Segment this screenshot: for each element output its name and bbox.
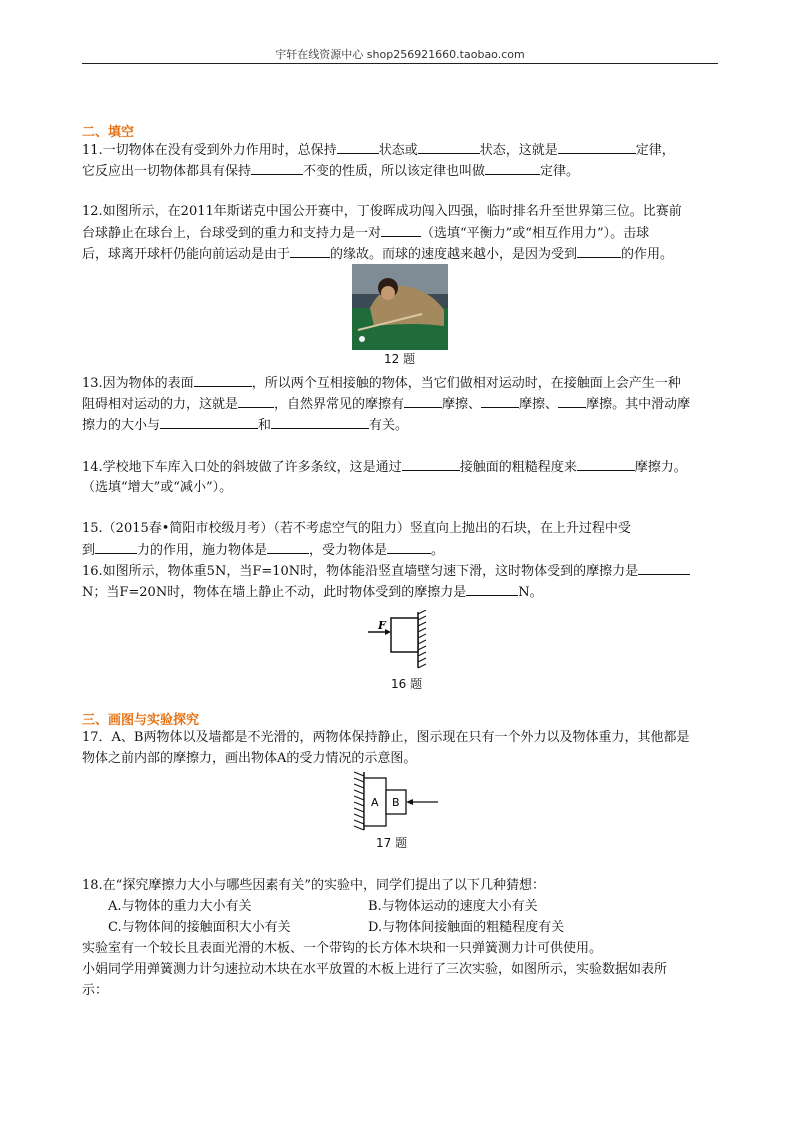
q11-line1 — [82, 141, 675, 160]
q17-caption: 17 题 — [376, 836, 408, 850]
q17-line1: 17．A、B两物体以及墙都是不光滑的，两物体保持静止，图示现在只有一个外力以及物体重力，其他都是 — [82, 730, 690, 745]
q12-line3 — [82, 245, 673, 264]
q14-text: 摩擦力。 — [634, 460, 687, 475]
q15-line1: 15.（2015春•简阳市校级月考）（若不考虑空气的阻力）竖直向上抛出的石块，在上升过程中受 — [82, 521, 631, 536]
q18-option-d: D.与物体间接触面的粗糙程度有关 — [368, 920, 565, 935]
wall-hatch — [418, 610, 426, 668]
q11-text: 定律， — [635, 143, 675, 158]
blank — [290, 245, 330, 258]
q12-text: （选填“平衡力”或“相互作用力”）。击球 — [421, 226, 650, 241]
blank — [638, 562, 690, 575]
blank — [160, 416, 258, 429]
q18-option-b: B.与物体运动的速度大小有关 — [368, 899, 538, 914]
section-title-drawing-experiment: 三、画图与实验探究 — [82, 713, 200, 728]
q11-text: 11.一切物体在没有受到外力作用时，总保持 — [82, 143, 337, 158]
blank — [404, 395, 442, 408]
push-arrow-head — [406, 799, 413, 805]
q12-line1: 12.如图所示，在2011年斯诺克中国公开赛中，丁俊晖成功闯入四强，临时排名升至世界第三位。比赛前 — [82, 204, 682, 219]
q18-line5: 小娟同学用弹簧测力计匀速拉动木块在水平放置的木板上进行了三次实验，如图所示，实验数据如表所 — [82, 962, 668, 977]
q11-text: 状态或 — [378, 143, 418, 158]
blank — [577, 245, 621, 258]
q16-text: 16.如图所示，物体重5N，当F=10N时，物体能沿竖直墙壁匀速下滑，这时物体受到的摩擦力是 — [82, 564, 639, 579]
q13-text: 阻碍相对运动的力，这就是 — [82, 397, 239, 412]
q11-line2 — [82, 162, 579, 181]
header-rule — [82, 63, 718, 64]
q14-line2: （选填“增大”或“减小”）。 — [82, 480, 233, 495]
q13-text: 13.因为物体的表面 — [82, 376, 194, 391]
blank — [267, 541, 309, 554]
q11-text: 定律。 — [540, 164, 580, 179]
q11-text: 状态，这就是 — [479, 143, 558, 158]
q15-line2 — [82, 541, 444, 560]
q18-line1: 18.在“探究摩擦力大小与哪些因素有关”的实验中，同学们提出了以下几种猜想： — [82, 878, 545, 893]
q18-option-a: A.与物体的重力大小有关 — [108, 899, 252, 914]
q12-caption: 12 题 — [384, 352, 416, 366]
blank — [194, 374, 252, 387]
q13-text: 擦力的大小与 — [82, 418, 161, 433]
q13-text: ，所以两个互相接触的物体，当它们做相对运动时，在接触面上会产生一种 — [251, 376, 681, 391]
force-label: F — [378, 619, 386, 632]
blank — [418, 141, 480, 154]
q16-wall-block-diagram — [360, 610, 440, 672]
blank — [466, 583, 518, 596]
blank — [95, 541, 137, 554]
q13-text: 有关。 — [369, 418, 409, 433]
wall-hatch — [354, 772, 364, 830]
blank — [238, 395, 274, 408]
q13-line1 — [82, 374, 681, 393]
q13-text: 摩擦、 — [519, 397, 559, 412]
blank — [402, 458, 460, 471]
page-header: 宇轩在线资源中心 shop256921660.taobao.com — [275, 48, 525, 61]
section-title-fill-blank: 二、填空 — [82, 125, 135, 140]
q15-text: 力的作用，施力物体是 — [137, 543, 268, 558]
blank — [485, 162, 540, 175]
q18-option-c: C.与物体间的接触面积大小有关 — [108, 920, 291, 935]
q11-text: 它反应出一切物体都具有保持 — [82, 164, 252, 179]
blank — [381, 224, 421, 237]
q13-text: 摩擦、 — [442, 397, 482, 412]
blank — [337, 141, 379, 154]
q12-text: 台球静止在球台上，台球受到的重力和支持力是一对 — [82, 226, 382, 241]
q12-text: 后，球离开球杆仍能向前运动是由于 — [82, 247, 291, 262]
q16-line2 — [82, 583, 543, 602]
q12-text: 的缘故。而球的速度越来越小，是因为受到 — [330, 247, 578, 262]
q12-line2 — [82, 224, 649, 243]
block-a-label: A — [371, 796, 379, 809]
q13-text: 摩擦。其中滑动摩 — [586, 397, 691, 412]
q14-line1 — [82, 458, 687, 477]
snooker-player-photo — [352, 264, 448, 350]
q18-line4: 实验室有一个较长且表面光滑的木板、一个带钩的长方体木块和一只弹簧测力计可供使用。 — [82, 941, 603, 956]
q13-line3 — [82, 416, 408, 435]
q13-text: 和 — [258, 418, 272, 433]
q16-line1 — [82, 562, 690, 581]
q13-line2 — [82, 395, 690, 414]
q17-two-block-diagram — [342, 770, 442, 834]
q18-line6: 示： — [82, 983, 109, 998]
q14-text: 14.学校地下车库入口处的斜坡做了许多条纹，这是通过 — [82, 460, 402, 475]
blank — [577, 458, 635, 471]
blank — [558, 395, 586, 408]
force-arrow-head — [385, 629, 391, 635]
q16-block — [391, 618, 418, 652]
q15-text: 到 — [82, 543, 96, 558]
block-b-label: B — [392, 796, 400, 809]
q17-line2: 物体之前内部的摩擦力，画出物体A的受力情况的示意图。 — [82, 751, 417, 766]
blank — [558, 141, 636, 154]
q12-text: 的作用。 — [621, 247, 674, 262]
blank — [251, 162, 303, 175]
q16-text: N。 — [518, 585, 543, 600]
q14-text: 接触面的粗糙程度来 — [459, 460, 577, 475]
q13-text: ，自然界常见的摩擦有 — [274, 397, 405, 412]
blank — [481, 395, 519, 408]
q16-text: N；当F=20N时，物体在墙上静止不动，此时物体受到的摩擦力是 — [82, 585, 467, 600]
q15-text: 。 — [431, 543, 445, 558]
blank — [387, 541, 431, 554]
blank — [271, 416, 369, 429]
q11-text: 不变的性质，所以该定律也叫做 — [303, 164, 486, 179]
q15-text: ，受力物体是 — [309, 543, 388, 558]
q16-caption: 16 题 — [391, 677, 423, 691]
